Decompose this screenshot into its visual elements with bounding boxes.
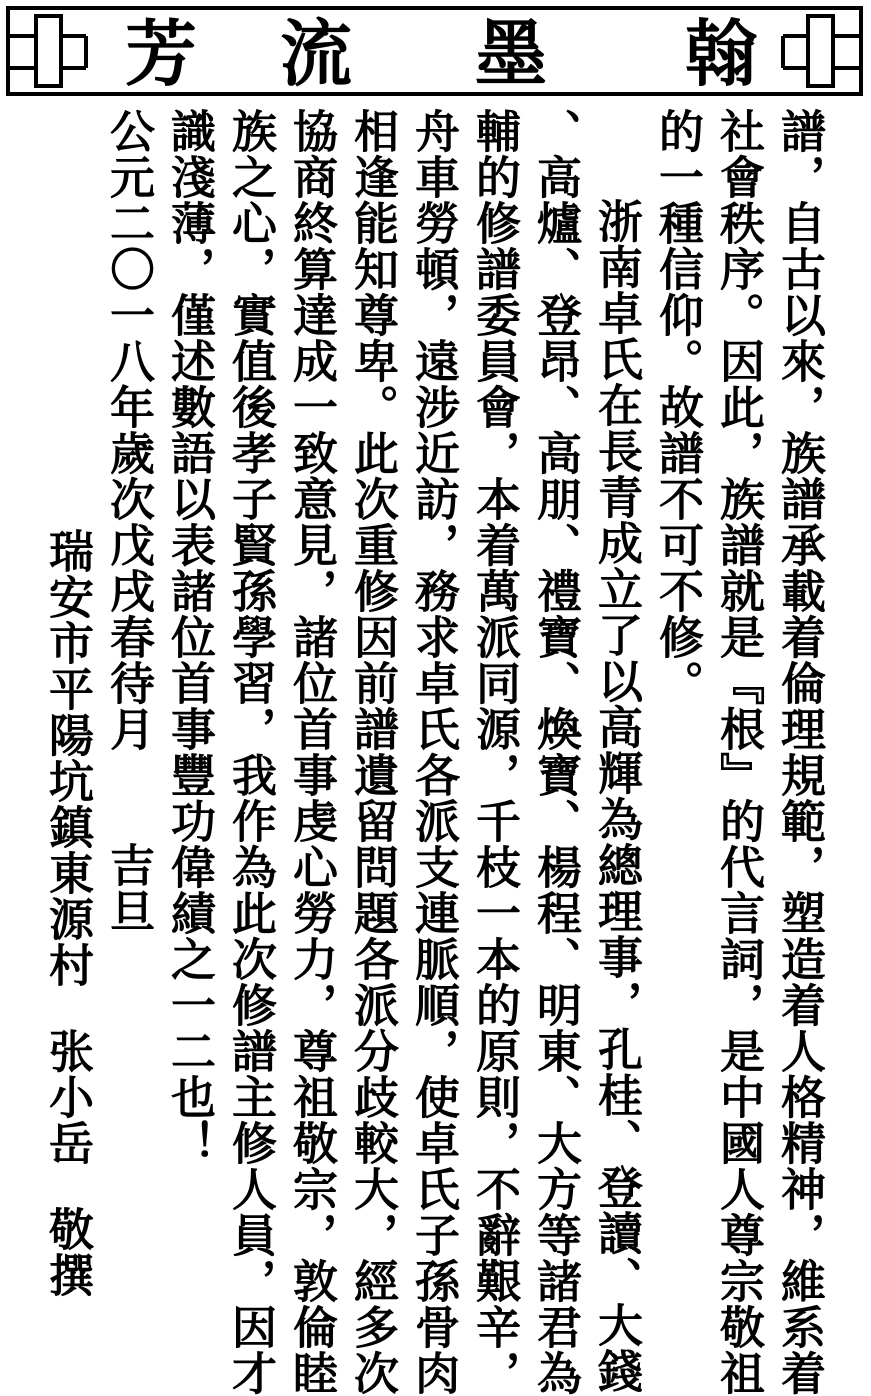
date-suffix: 吉旦 bbox=[102, 842, 155, 934]
document-body bbox=[41, 108, 830, 1396]
text-line: 輔的修譜委員會，本着萬派同源，千枝一本的原則，不辭艱辛， bbox=[468, 108, 521, 1396]
text-line: 協商終算達成一致意見，諸位首事虔心勞力，尊祖敬宗，敦倫睦 bbox=[285, 108, 338, 1396]
text-line: 譜，自古以來，族譜承載着倫理規範，塑造着人格精神，維系着 bbox=[773, 108, 826, 1396]
signature-line bbox=[37, 108, 98, 1298]
sign-place: 瑞安市平陽坑鎮東源村 bbox=[41, 528, 94, 988]
date-text: 公元二〇一八年歲次戊戌春待月 bbox=[102, 108, 155, 752]
text-line: 、高爐、登昂、高朋、禮寶、煥寶、楊程、明東、大方等諸君為 bbox=[529, 108, 582, 1396]
title-char-4: 芳 bbox=[124, 12, 197, 96]
text-line-indented: 浙南卓氏在長青成立了以高輝為總理事，孔桂、登讀、大錢 bbox=[590, 198, 643, 1394]
text-line: 的一種信仰。故譜不可不修。 bbox=[651, 108, 704, 706]
title-char-1: 翰 bbox=[684, 12, 757, 96]
text-line: 舟車勞頓，遠涉近訪，務求卓氏各派支連脈順，使卓氏子孫骨肉 bbox=[407, 108, 460, 1396]
text-line: 社會秩序。因此，族譜就是『根』的代言詞，是中國人尊宗敬祖 bbox=[712, 108, 765, 1396]
title-char-3: 流 bbox=[279, 12, 352, 96]
title-char-2: 墨 bbox=[474, 12, 547, 96]
text-line: 族之心，實值後孝子賢孫學習，我作為此次修譜主修人員，因才 bbox=[224, 108, 277, 1396]
text-line: 識淺薄，僅述數語以表諸位首事豐功偉績之一二也！ bbox=[163, 108, 216, 1166]
header-frame bbox=[6, 6, 863, 96]
text-line: 相逢能知尊卑。此次重修因前譜遺留問題各派分歧較大，經多次 bbox=[346, 108, 399, 1396]
date-line bbox=[98, 108, 159, 1208]
sign-name: 张小岳 bbox=[41, 1028, 94, 1166]
sign-action: 敬撰 bbox=[41, 1206, 94, 1298]
